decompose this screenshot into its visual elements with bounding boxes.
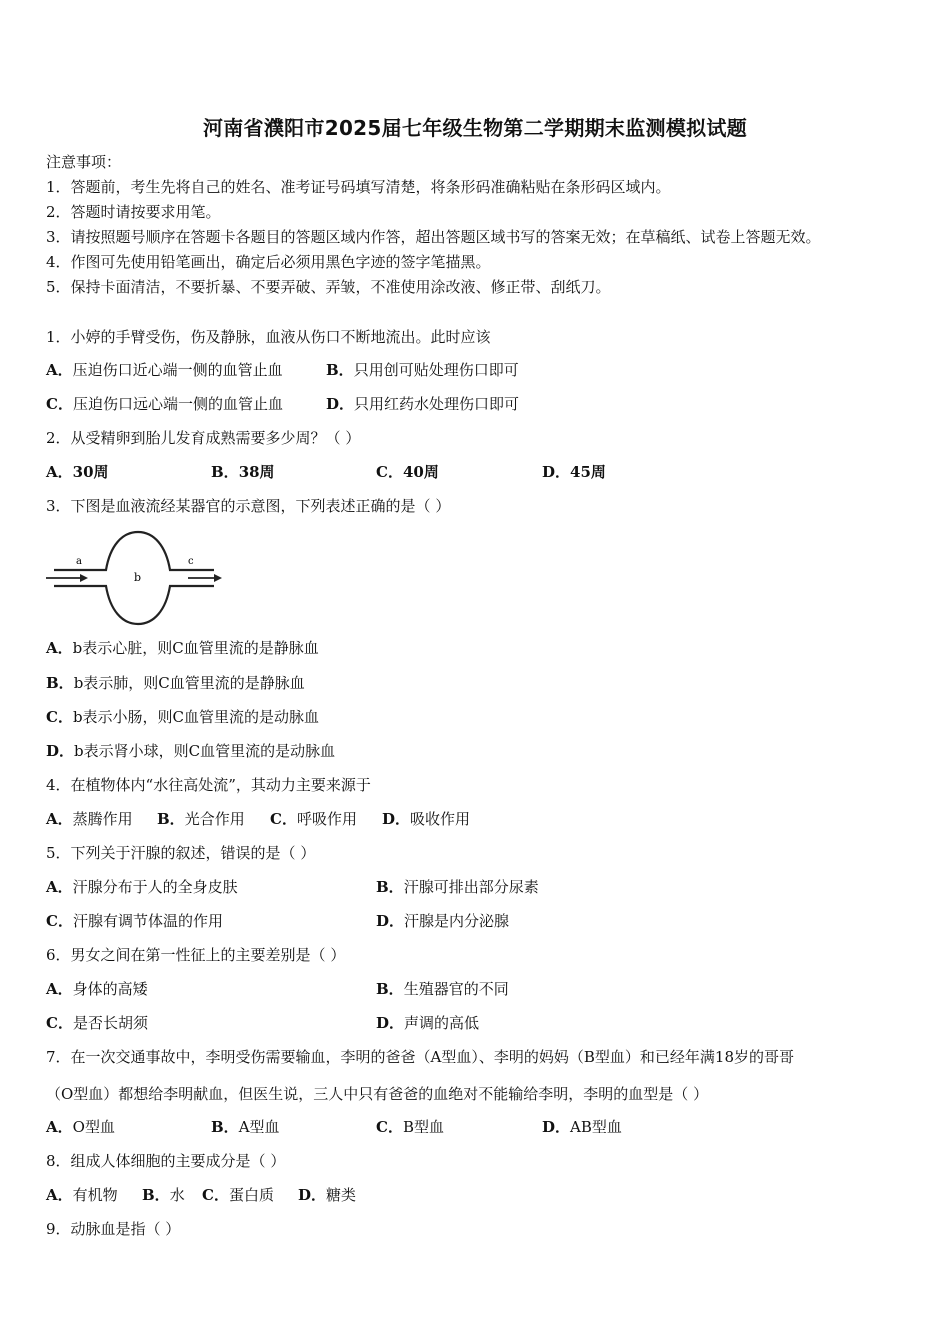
option-text: 是否长胡须 (72, 1014, 148, 1032)
option (142, 1185, 185, 1205)
option-label: B． (46, 674, 74, 692)
option-label: A． (46, 980, 73, 998)
option-label: C． (46, 912, 73, 930)
option (202, 1185, 274, 1205)
question-stem-continued: （O型血）都想给李明献血，但医生说，三人中只有爸爸的血绝对不能输给李明，李明的血型是（ ） (46, 1085, 709, 1103)
label-b: b (134, 571, 142, 584)
option-text: 汗腺有调节体温的作用 (72, 912, 223, 930)
option-label: C． (46, 1014, 73, 1032)
question-stem: 7．在一次交通事故中，李明受伤需要输血，李明的爸爸（A型血）、李明的妈妈（B型血）和已经年满18岁的哥哥 (46, 1048, 794, 1066)
blood-flow-diagram (44, 528, 224, 628)
option-text: 蛋白质 (228, 1186, 274, 1204)
notice-item: 2．答题时请按要求用笔。 (46, 203, 221, 221)
option-text: AB型血 (570, 1118, 622, 1136)
option-text: 压迫伤口近心端一侧的血管止血 (72, 361, 283, 379)
option (326, 360, 519, 380)
option (376, 462, 439, 482)
option-text: 吸收作用 (410, 810, 471, 828)
option (46, 877, 238, 897)
option-label: D． (376, 912, 405, 930)
option-text: 声调的高低 (404, 1014, 480, 1032)
option-text: 呼吸作用 (296, 810, 357, 828)
option (270, 809, 357, 829)
option (211, 462, 275, 482)
option-text: 汗腺分布于人的全身皮肤 (72, 878, 238, 896)
option (376, 1117, 444, 1137)
option-label: D． (376, 1014, 405, 1032)
option-text: B型血 (402, 1118, 444, 1136)
notice-item: 1．答题前，考生先将自己的姓名、准考证号码填写清楚，将条形码准确粘贴在条形码区域内。 (46, 178, 671, 196)
question-stem: 1．小婷的手臂受伤，伤及静脉，血液从伤口不断地流出。此时应该 (46, 328, 491, 346)
option-text: 40周 (402, 463, 439, 481)
option-label: B． (376, 980, 404, 998)
option-label: A． (46, 361, 73, 379)
question-stem: 4．在植物体内“水往高处流”，其动力主要来源于 (46, 776, 371, 794)
option (46, 707, 319, 727)
question-stem: 8．组成人体细胞的主要成分是（ ） (46, 1152, 286, 1170)
option (382, 809, 470, 829)
option (46, 673, 305, 693)
option (46, 1185, 118, 1205)
option-label: B． (142, 1186, 170, 1204)
option-text: A型血 (238, 1118, 280, 1136)
option-label: D． (326, 395, 355, 413)
option-label: D． (382, 810, 411, 828)
option-label: B． (326, 361, 354, 379)
page-title: 河南省濮阳市2025届七年级生物第二学期期末监测模拟试题 (202, 116, 748, 140)
option-text: 水 (169, 1186, 185, 1204)
option-label: A． (46, 810, 73, 828)
label-c: c (188, 556, 194, 567)
option-label: A． (46, 463, 73, 481)
question-stem: 6．男女之间在第一性征上的主要差别是（ ） (46, 946, 346, 964)
option (46, 911, 223, 931)
option-text: b表示肺，则C血管里流的是静脉血 (73, 674, 305, 692)
option-label: A． (46, 1186, 73, 1204)
option (298, 1185, 356, 1205)
option-label: B． (157, 810, 185, 828)
option-label: B． (376, 878, 404, 896)
option-label: B． (211, 1118, 239, 1136)
question-stem: 9．动脉血是指（ ） (46, 1220, 181, 1238)
option-label: C． (202, 1186, 229, 1204)
option-label: C． (376, 463, 403, 481)
option-text: 糖类 (326, 1186, 357, 1204)
vessel-lower-wall (54, 586, 214, 624)
option-label: D． (542, 1118, 571, 1136)
option-label: C． (46, 708, 73, 726)
option (46, 638, 319, 658)
option (46, 741, 335, 761)
option (46, 394, 283, 414)
option-text: 身体的高矮 (72, 980, 148, 998)
option (46, 360, 283, 380)
option (46, 462, 109, 482)
option-label: A． (46, 1118, 73, 1136)
label-a: a (76, 556, 82, 567)
option-text: 45周 (570, 463, 606, 481)
option (542, 1117, 622, 1137)
notice-item: 4．作图可先使用铅笔画出，确定后必须用黑色字迹的签字笔描黑。 (46, 253, 491, 271)
option-label: C． (270, 810, 297, 828)
option (46, 979, 148, 999)
option (376, 979, 509, 999)
option-text: b表示肾小球，则C血管里流的是动脉血 (74, 742, 336, 760)
option-text: O型血 (72, 1118, 115, 1136)
option-text: b表示小肠，则C血管里流的是动脉血 (72, 708, 320, 726)
option-label: C． (376, 1118, 403, 1136)
option-label: D． (542, 463, 571, 481)
option-text: 生殖器官的不同 (403, 980, 509, 998)
notice-item: 3．请按照题号顺序在答题卡各题目的答题区域内作答，超出答题区域书写的答案无效；在草稿纸、试卷上答题无效。 (46, 228, 821, 246)
option (46, 809, 133, 829)
option-text: 只用创可贴处理伤口即可 (353, 361, 519, 379)
option-label: B． (211, 463, 239, 481)
option-label: D． (46, 742, 75, 760)
question-stem: 2．从受精卵到胎儿发育成熟需要多少周？（ ） (46, 429, 361, 447)
question-stem: 3．下图是血液流经某器官的示意图，下列表述正确的是（ ） (46, 497, 451, 515)
option-text: 汗腺可排出部分尿素 (403, 878, 539, 896)
option-text: 压迫伤口远心端一侧的血管止血 (72, 395, 283, 413)
option (542, 462, 606, 482)
option-label: C． (46, 395, 73, 413)
option (46, 1117, 115, 1137)
option-text: 38周 (238, 463, 275, 481)
option (376, 877, 539, 897)
option-text: 汗腺是内分泌腺 (404, 912, 510, 930)
inflow-arrowhead (80, 574, 88, 582)
option (376, 911, 509, 931)
option (46, 1013, 148, 1033)
option (326, 394, 519, 414)
option-text: b表示心脏，则C血管里流的是静脉血 (72, 639, 319, 657)
option (157, 809, 245, 829)
option-label: A． (46, 878, 73, 896)
outflow-arrowhead (214, 574, 222, 582)
option (376, 1013, 479, 1033)
notice-item: 5．保持卡面清洁，不要折暴、不要弄破、弄皱，不准使用涂改液、修正带、刮纸刀。 (46, 278, 611, 296)
option-text: 有机物 (72, 1186, 118, 1204)
option-text: 蒸腾作用 (72, 810, 133, 828)
question-stem: 5．下列关于汗腺的叙述，错误的是（ ） (46, 844, 316, 862)
option-text: 30周 (72, 463, 109, 481)
option-text: 光合作用 (184, 810, 245, 828)
option-label: D． (298, 1186, 327, 1204)
option (211, 1117, 280, 1137)
option-label: A． (46, 639, 73, 657)
notice-heading: 注意事项： (46, 153, 122, 171)
option-text: 只用红药水处理伤口即可 (354, 395, 520, 413)
